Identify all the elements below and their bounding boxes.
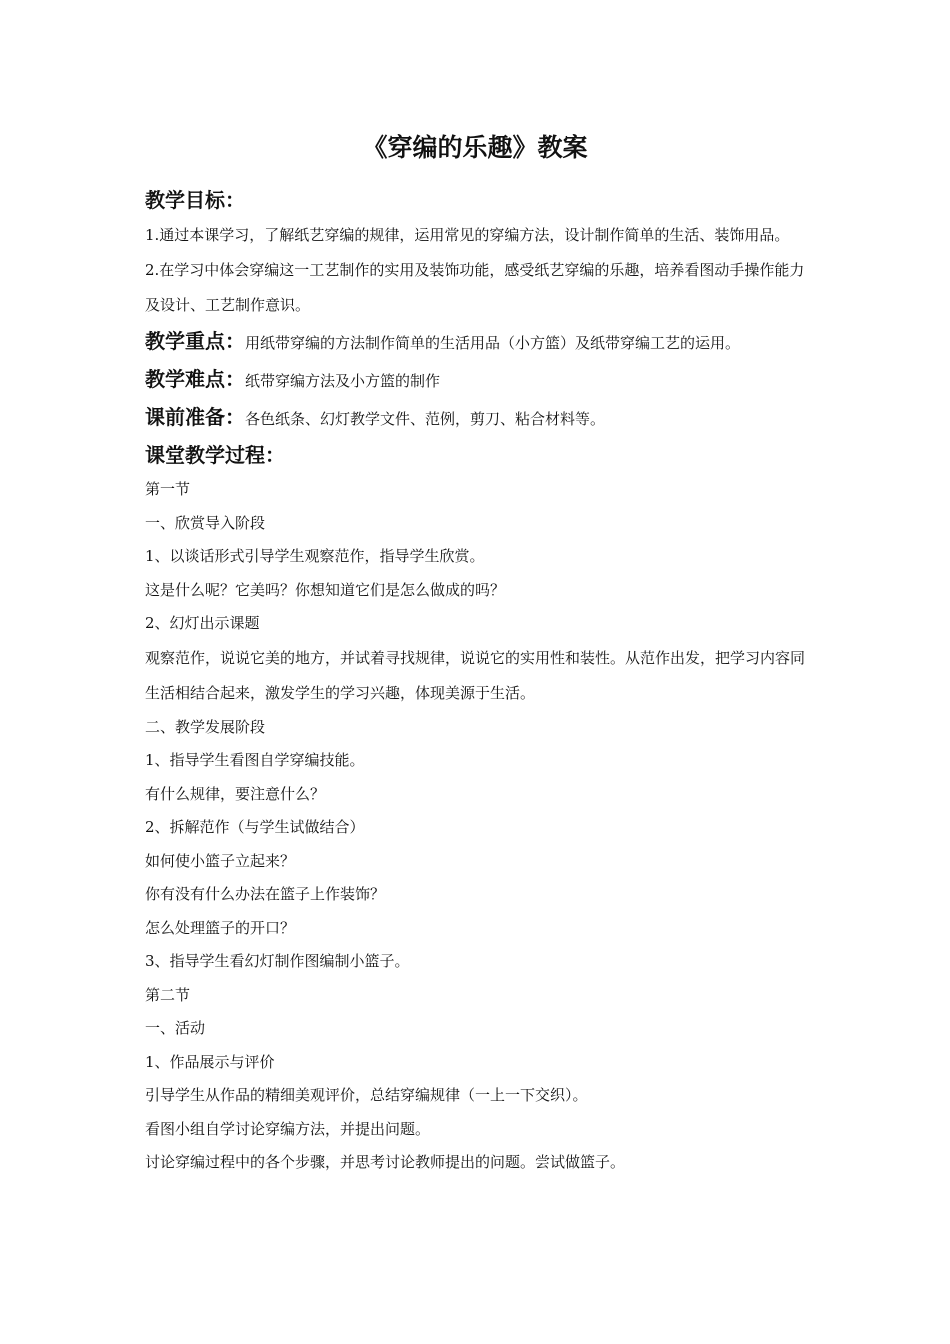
process-line: 讨论穿编过程中的各个步骤，并思考讨论教师提出的问题。尝试做篮子。: [145, 1153, 626, 1171]
key-point-label: 教学重点：: [145, 329, 245, 353]
process-heading: 课堂教学过程：: [145, 443, 285, 467]
key-point-text: 用纸带穿编的方法制作简单的生活用品（小方篮）及纸带穿编工艺的运用。: [245, 334, 741, 352]
document-title: 《穿编的乐趣》教案: [362, 133, 588, 162]
document-body: [145, 182, 810, 1180]
process-line: 引导学生从作品的精细美观评价，总结穿编规律（一上一下交织）。: [145, 1086, 588, 1104]
difficulty-label: 教学难点：: [145, 367, 245, 391]
process-line: 2、幻灯出示课题: [145, 614, 260, 632]
difficulty-text: 纸带穿编方法及小方篮的制作: [245, 372, 441, 390]
preparation-row: [145, 399, 810, 437]
process-line: 看图小组自学讨论穿编方法，并提出问题。: [145, 1119, 431, 1138]
process-line: 你有没有什么办法在篮子上作装饰？: [145, 885, 386, 903]
process-line: 第二节: [145, 985, 191, 1004]
difficulty-row: [145, 361, 810, 399]
objectives-heading: 教学目标：: [145, 188, 245, 212]
process-line: 有什么规律，要注意什么？: [145, 784, 326, 803]
process-paragraph: 观察范作，说说它美的地方，并试着寻找规律，说说它的实用性和装性。从范作出发，把学习内容同生活相结合起来，激发学生的学习兴趣，体现美源于生活。: [145, 648, 806, 702]
process-line: 一、活动: [145, 1019, 206, 1037]
process-line: 1、指导学生看图自学穿编技能。: [145, 751, 365, 769]
process-line: 如何使小篮子立起来？: [145, 851, 296, 870]
process-line: 一、欣赏导入阶段: [145, 513, 266, 532]
process-line: 二、教学发展阶段: [145, 717, 266, 736]
key-point-row: [145, 323, 810, 361]
process-line: 3、指导学生看幻灯制作图编制小篮子。: [145, 952, 410, 970]
process-line: 2、拆解范作（与学生试做结合）: [145, 818, 365, 836]
objective-item-1: 1.通过本课学习，了解纸艺穿编的规律，运用常见的穿编方法，设计制作简单的生活、装饰用品。: [145, 226, 790, 244]
process-line: 怎么处理篮子的开口？: [145, 918, 296, 937]
process-line: 这是什么呢？它美吗？你想知道它们是怎么做成的吗？: [145, 580, 506, 599]
preparation-label: 课前准备：: [145, 405, 245, 429]
process-line: 1、以谈话形式引导学生观察范作，指导学生欣赏。: [145, 547, 485, 565]
process-line: 1、作品展示与评价: [145, 1052, 275, 1071]
objective-item-2: 2.在学习中体会穿编这一工艺制作的实用及装饰功能，感受纸艺穿编的乐趣，培养看图动手操作能力及设计、工艺制作意识。: [145, 261, 805, 314]
process-line: 第一节: [145, 480, 191, 498]
preparation-text: 各色纸条、幻灯教学文件、范例，剪刀、粘合材料等。: [245, 410, 606, 428]
